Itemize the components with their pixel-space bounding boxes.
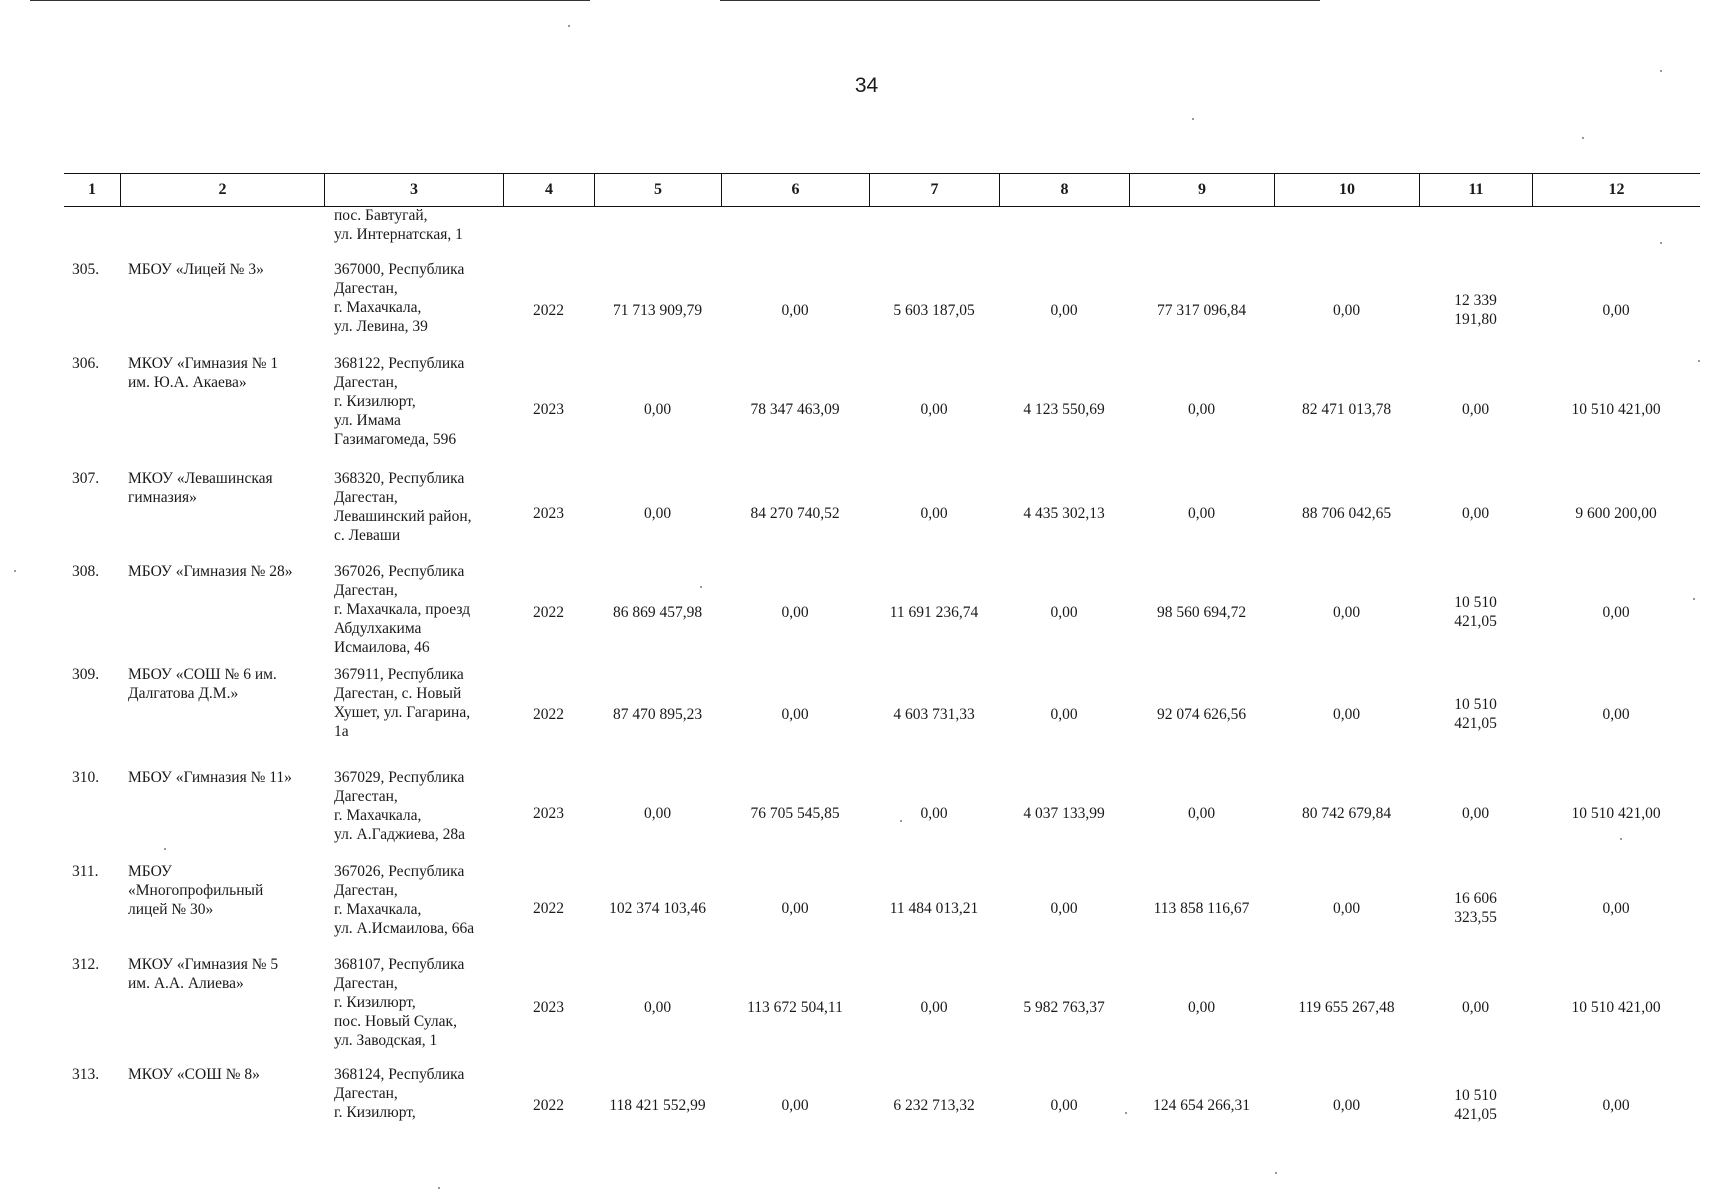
value-col-11 (1419, 469, 1532, 557)
value-col-4: 2023 (533, 504, 564, 522)
value-line: 10 510 (1454, 594, 1497, 611)
row-number: 309. (72, 666, 100, 683)
value-col-12: 0,00 (1602, 301, 1630, 319)
address-line: г. Кизилюрт, (334, 1104, 416, 1121)
value-line: 0,00 (1461, 999, 1490, 1016)
value-col-7: 4 603 731,33 (893, 705, 975, 723)
value-col-7: 0,00 (920, 504, 948, 522)
value-col-11 (1419, 354, 1532, 464)
address-line: Дагестан, (334, 582, 398, 599)
institution-address (334, 260, 501, 336)
address-line: ул. А.Исмаилова, 66а (334, 920, 475, 937)
institution-name (128, 955, 320, 993)
address-line: Дагестан, (334, 374, 398, 391)
value-col-11 (1419, 955, 1532, 1060)
value-col-10: 119 655 267,48 (1298, 999, 1395, 1016)
address-line: г. Кизилюрт, (334, 393, 416, 410)
value-line: 421,05 (1454, 715, 1497, 732)
value-col-8: 0,00 (1050, 1096, 1078, 1114)
table-row (64, 665, 1700, 763)
scan-speck (568, 25, 570, 27)
address-line: пос. Бавтугай, (334, 207, 428, 224)
address-line: 367000, Республика (334, 261, 465, 278)
address-line: Дагестан, (334, 280, 398, 297)
institution-name (128, 768, 320, 787)
name-line: им. Ю.А. Акаева» (128, 374, 247, 391)
value-col-11 (1419, 1065, 1532, 1145)
value-col-11 (1419, 562, 1532, 662)
address-line: Дагестан, (334, 489, 398, 506)
address-line: ул. А.Гаджиева, 28а (334, 826, 465, 843)
value-col-7: 6 232 713,32 (893, 1096, 975, 1114)
table-row (64, 354, 1700, 464)
address-line: 367026, Республика (334, 863, 465, 880)
name-line: им. А.А. Алиева» (128, 975, 244, 992)
institution-name (128, 665, 320, 703)
value-col-5: 0,00 (643, 504, 672, 522)
value-col-10: 0,00 (1332, 301, 1361, 319)
scan-speck (700, 586, 702, 588)
institution-name (128, 562, 320, 581)
scan-speck (1660, 242, 1662, 244)
value-col-5: 118 421 552,99 (609, 1096, 706, 1114)
value-col-6: 113 672 504,11 (747, 999, 843, 1016)
value-col-5: 0,00 (643, 999, 672, 1016)
value-col-10: 82 471 013,78 (1301, 400, 1392, 418)
value-col-10: 0,00 (1332, 899, 1361, 917)
value-line: 12 339 (1454, 292, 1497, 309)
address-line: Исмаилова, 46 (334, 639, 430, 656)
address-line: г. Махачкала, (334, 901, 422, 918)
value-col-9: 124 654 266,31 (1153, 1096, 1250, 1114)
name-line: лицей № 30» (128, 901, 214, 918)
table-row (64, 562, 1700, 662)
row-number: 306. (72, 355, 100, 372)
value-col-12: 10 510 421,00 (1571, 804, 1661, 822)
value-col-6: 0,00 (781, 603, 809, 621)
row-number: 312. (72, 956, 100, 973)
institution-address (334, 354, 501, 449)
column-header-3: 3 (324, 174, 503, 206)
name-line: МКОУ «Левашинская (128, 470, 273, 487)
address-line: 367026, Республика (334, 563, 465, 580)
institution-address (334, 469, 501, 545)
value-col-10: 88 706 042,65 (1301, 504, 1392, 522)
address-line: Дагестан, с. Новый (334, 685, 462, 702)
value-col-4: 2023 (533, 999, 564, 1016)
table-row (64, 469, 1700, 557)
table-row (64, 260, 1700, 360)
value-col-10: 80 742 679,84 (1301, 804, 1392, 822)
column-header-11: 11 (1419, 174, 1532, 206)
value-col-5: 0,00 (643, 400, 672, 418)
column-header-8: 8 (999, 174, 1129, 206)
column-header-7: 7 (869, 174, 999, 206)
value-col-4: 2022 (533, 705, 564, 723)
value-line: 0,00 (1461, 804, 1490, 822)
value-col-8: 0,00 (1050, 899, 1078, 917)
name-line: МБОУ (128, 863, 172, 880)
name-line: МКОУ «Гимназия № 1 (128, 355, 279, 372)
row-number: 310. (72, 769, 100, 786)
institution-address (334, 562, 501, 657)
value-col-6: 76 705 545,85 (750, 804, 840, 822)
scan-speck (900, 820, 902, 822)
value-col-12: 10 510 421,00 (1571, 999, 1661, 1016)
column-header-10: 10 (1274, 174, 1419, 206)
name-line: МБОУ «Лицей № 3» (128, 261, 264, 278)
value-col-10: 0,00 (1332, 1096, 1361, 1114)
address-line: г. Махачкала, (334, 299, 422, 316)
value-col-4: 2023 (533, 804, 564, 822)
column-header-4: 4 (503, 174, 594, 206)
name-line: МКОУ «СОШ № 8» (128, 1066, 260, 1083)
name-line: Далгатова Д.М.» (128, 685, 239, 702)
institution-address (334, 955, 501, 1050)
value-col-9: 0,00 (1187, 400, 1216, 418)
scan-speck (1125, 1112, 1127, 1114)
address-line: г. Кизилюрт, (334, 994, 416, 1011)
value-line: 421,05 (1454, 1106, 1497, 1123)
continuation-address (334, 206, 499, 244)
address-line: 368320, Республика (334, 470, 465, 487)
institution-name (128, 354, 320, 392)
value-col-9: 0,00 (1187, 504, 1216, 522)
value-col-12: 0,00 (1602, 1096, 1630, 1114)
value-col-4: 2022 (533, 899, 564, 917)
address-line: Хушет, ул. Гагарина, (334, 704, 471, 721)
column-header-9: 9 (1129, 174, 1274, 206)
value-col-7: 0,00 (920, 400, 948, 418)
value-line: 0,00 (1461, 504, 1490, 522)
value-line: 0,00 (1461, 400, 1490, 418)
institution-name (128, 1065, 320, 1084)
address-line: с. Леваши (334, 527, 401, 544)
scan-speck (14, 570, 16, 572)
value-col-12: 0,00 (1602, 705, 1630, 723)
value-col-8: 0,00 (1050, 603, 1078, 621)
value-col-5: 87 470 895,23 (612, 705, 703, 723)
address-line: 368122, Республика (334, 355, 465, 372)
address-line: ул. Заводская, 1 (334, 1032, 438, 1049)
value-col-9: 98 560 694,72 (1156, 603, 1247, 621)
value-col-10: 0,00 (1332, 603, 1361, 621)
institution-address (334, 1065, 501, 1122)
address-line: 367911, Республика (334, 666, 464, 683)
value-col-9: 77 317 096,84 (1156, 301, 1247, 319)
scan-speck (438, 1187, 440, 1189)
value-col-12: 10 510 421,00 (1571, 400, 1661, 418)
value-col-9: 0,00 (1187, 999, 1216, 1016)
row-number: 311. (72, 863, 99, 880)
value-col-4: 2022 (533, 1096, 564, 1114)
institution-address (334, 768, 501, 844)
value-col-4: 2023 (533, 400, 564, 418)
value-line: 16 606 (1454, 890, 1497, 907)
column-header-2: 2 (120, 174, 324, 206)
institution-address (334, 665, 501, 741)
name-line: гимназия» (128, 489, 197, 506)
address-line: пос. Новый Сулак, (334, 1013, 457, 1030)
address-line: ул. Левина, 39 (334, 318, 428, 335)
address-line: Дагестан, (334, 975, 398, 992)
column-header-5: 5 (594, 174, 721, 206)
table-row (64, 1065, 1700, 1145)
scan-speck (1582, 137, 1584, 139)
name-line: МБОУ «Гимназия № 28» (128, 563, 293, 580)
scan-speck (1275, 1172, 1277, 1174)
value-col-9: 92 074 626,56 (1156, 705, 1247, 723)
value-col-11 (1419, 260, 1532, 360)
value-col-6: 84 270 740,52 (750, 504, 840, 522)
value-col-5: 71 713 909,79 (612, 301, 703, 319)
address-line: г. Махачкала, проезд (334, 601, 471, 618)
value-col-7: 0,00 (920, 999, 948, 1016)
row-number: 313. (72, 1066, 100, 1083)
name-line: МБОУ «Гимназия № 11» (128, 769, 292, 786)
name-line: «Многопрофильный (128, 882, 264, 899)
scan-speck (1698, 360, 1700, 362)
value-col-6: 0,00 (781, 705, 809, 723)
value-col-12: 0,00 (1602, 603, 1630, 621)
value-col-6: 78 347 463,09 (750, 400, 840, 418)
scan-speck (1620, 838, 1622, 840)
value-col-5: 0,00 (643, 804, 672, 822)
value-line: 421,05 (1454, 613, 1497, 630)
value-col-4: 2022 (533, 301, 564, 319)
address-line: Левашинский район, (334, 508, 472, 525)
table-row (64, 862, 1700, 954)
value-col-4: 2022 (533, 603, 564, 621)
value-col-8: 4 435 302,13 (1023, 504, 1105, 522)
row-number: 307. (72, 470, 100, 487)
value-line: 10 510 (1454, 1087, 1497, 1104)
scan-speck (1192, 118, 1194, 120)
value-line: 10 510 (1454, 696, 1497, 713)
address-line: 367029, Республика (334, 769, 465, 786)
column-header-12: 12 (1532, 174, 1700, 206)
table-header (64, 173, 1700, 207)
address-line: Дагестан, (334, 788, 398, 805)
value-line: 323,55 (1454, 909, 1497, 926)
address-line: ул. Интернатская, 1 (334, 226, 463, 243)
value-col-9: 0,00 (1187, 804, 1216, 822)
row-number: 305. (72, 261, 100, 278)
value-col-8: 5 982 763,37 (1023, 999, 1105, 1016)
value-col-11 (1419, 665, 1532, 763)
value-col-12: 0,00 (1602, 899, 1630, 917)
address-line: ул. Имама (334, 412, 401, 429)
scan-speck (1660, 70, 1662, 72)
value-col-8: 4 037 133,99 (1023, 804, 1105, 822)
institution-name (128, 260, 320, 279)
name-line: МБОУ «СОШ № 6 им. (128, 666, 277, 683)
scan-speck (164, 848, 166, 850)
value-col-7: 11 484 013,21 (889, 899, 979, 917)
address-line: 368124, Республика (334, 1066, 465, 1083)
institution-name (128, 469, 320, 507)
address-line: 1а (334, 723, 349, 740)
address-line: 368107, Республика (334, 956, 465, 973)
table-row (64, 955, 1700, 1060)
address-line: Газимагомеда, 596 (334, 431, 457, 448)
value-col-7: 0,00 (920, 804, 948, 822)
value-col-6: 0,00 (781, 301, 809, 319)
institution-address (334, 862, 501, 938)
table-row (64, 768, 1700, 858)
address-line: г. Махачкала, (334, 807, 422, 824)
column-header-1: 1 (88, 181, 96, 198)
value-col-6: 0,00 (781, 1096, 809, 1114)
name-line: МКОУ «Гимназия № 5 (128, 956, 279, 973)
value-col-8: 0,00 (1050, 301, 1078, 319)
value-col-6: 0,00 (781, 899, 809, 917)
value-col-5: 102 374 103,46 (609, 899, 706, 917)
value-col-8: 0,00 (1050, 705, 1078, 723)
address-line: Дагестан, (334, 1085, 398, 1102)
value-col-5: 86 869 457,98 (612, 603, 703, 621)
address-line: Дагестан, (334, 882, 398, 899)
scan-speck (1693, 598, 1695, 600)
value-col-8: 4 123 550,69 (1023, 400, 1105, 418)
value-col-7: 11 691 236,74 (889, 603, 979, 621)
value-col-11 (1419, 768, 1532, 858)
value-col-7: 5 603 187,05 (893, 301, 975, 319)
institution-name (128, 862, 320, 919)
address-line: Абдулхакима (334, 620, 422, 637)
value-col-11 (1419, 862, 1532, 954)
value-line: 191,80 (1454, 311, 1497, 328)
page-number: 34 (854, 74, 879, 97)
column-header-6: 6 (721, 174, 869, 206)
value-col-9: 113 858 116,67 (1153, 899, 1250, 917)
row-number: 308. (72, 563, 100, 580)
value-col-10: 0,00 (1332, 705, 1361, 723)
value-col-12: 9 600 200,00 (1575, 504, 1657, 522)
